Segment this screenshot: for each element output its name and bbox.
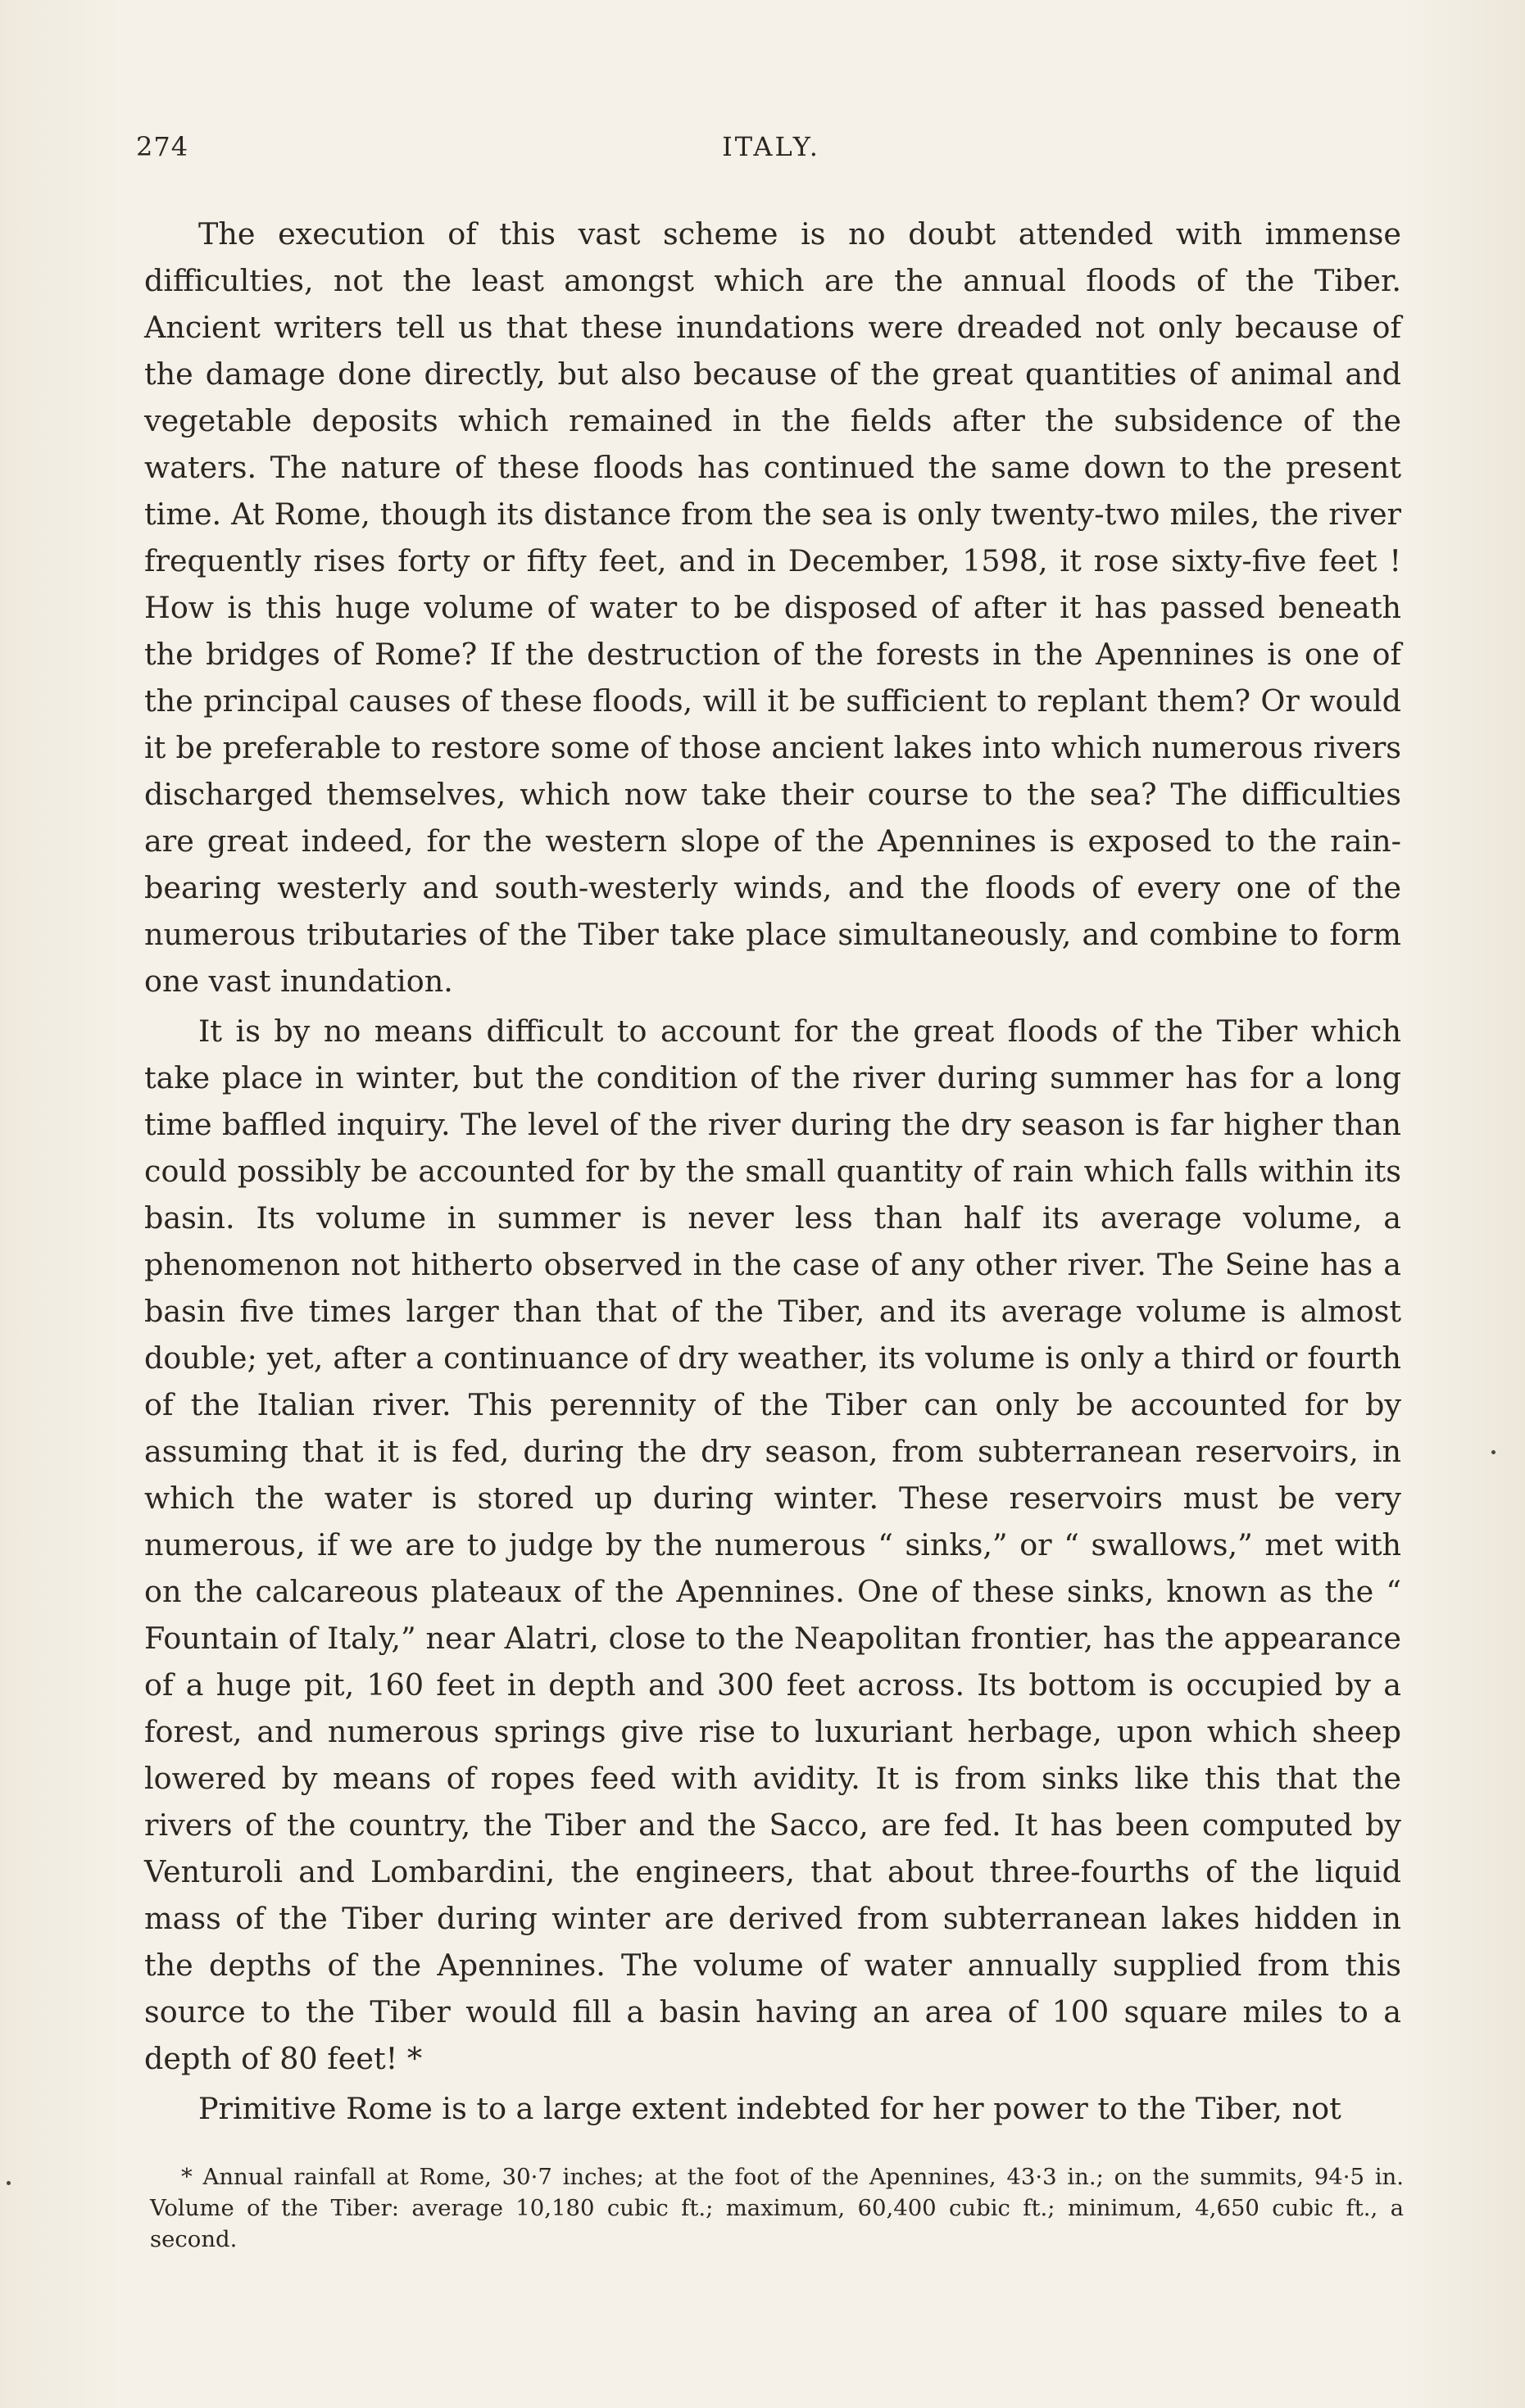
footnote: [150, 2161, 1404, 2255]
paper-speck: [1491, 1450, 1495, 1454]
running-head: [136, 131, 1406, 172]
page-number: 274: [136, 131, 189, 162]
paper-speck: [7, 2181, 11, 2185]
footnote-text: * Annual rainfall at Rome, 30·7 inches; at the foot of the Apennines, 43·3 in.; on the summits, 94·5 in. Volume of the Tiber: average 10,180 cubic ft.; maximum, 60,400 cubic ft.; minimum, 4,650 cubic ft., a second.: [150, 2164, 1404, 2252]
paragraph: Primitive Rome is to a large extent indebted for her power to the Tiber, not: [198, 2091, 1341, 2126]
body-text: [144, 211, 1401, 2135]
paragraph: It is by no means difficult to account for the great floods of the Tiber which take place in winter, but the condition of the river during summer has for a long time baffled inquiry. The level of the river during the dry season is far higher than could possibly be accounted for by the small quantity of rain which falls within its basin. Its volume in summer is never less than half its average volume, a phenomenon not hitherto observed in the case of any other river. The Seine has a basin five times larger than that of the Tiber, and its average volume is almost double; yet, after a continuance of dry weather, its volume is only a third or fourth of the Italian river. This perennity of the Tiber can only be accounted for by assuming that it is fed, during the dry season, from subterranean reservoirs, in which the water is stored up during winter. These reservoirs must be very numerous, if we are to judge by the numerous “ sinks,” or “ swallows,” met with on the calcareous plateaux of the Apennines. One of these sinks, known as the “ Fountain of Italy,” near Alatri, close to the Neapolitan frontier, has the appearance of a huge pit, 160 feet in depth and 300 feet across. Its bottom is occupied by a forest, and numerous springs give rise to luxuriant herbage, upon which sheep lowered by means of ropes feed with avidity. It is from sinks like this that the rivers of the country, the Tiber and the Sacco, are fed. It has been computed by Venturoli and Lombardini, the engineers, that about three-fourths of the liquid mass of the Tiber during winter are derived from subterranean lakes hidden in the depths of the Apennines. The volume of water annually supplied from this source to the Tiber would fill a basin having an area of 100 square miles to a depth of 80 feet! *: [144, 1014, 1401, 2076]
running-title: ITALY.: [722, 131, 820, 162]
paragraph: The execution of this vast scheme is no doubt attended with immense difficulties, not the least amongst which are the annual floods of the Tiber. Ancient writers tell us that these inundations were dreaded not only because of the damage done directly, but also because of the great quantities of animal and vegetable deposits which remained in the fields after the subsidence of the waters. The nature of these floods has continued the same down to the present time. At Rome, though its distance from the sea is only twenty-two miles, the river frequently rises forty or fifty feet, and in December, 1598, it rose sixty-five feet ! How is this huge volume of water to be disposed of after it has passed beneath the bridges of Rome? If the destruction of the forests in the Apennines is one of the principal causes of these floods, will it be sufficient to replant them? Or would it be preferable to restore some of those ancient lakes into which numerous rivers discharged themselves, which now take their course to the sea? The difficulties are great indeed, for the western slope of the Apennines is exposed to the rain-bearing westerly and south-westerly winds, and the floods of every one of the numerous tributaries of the Tiber take place simultaneously, and combine to form one vast inundation.: [144, 216, 1401, 999]
